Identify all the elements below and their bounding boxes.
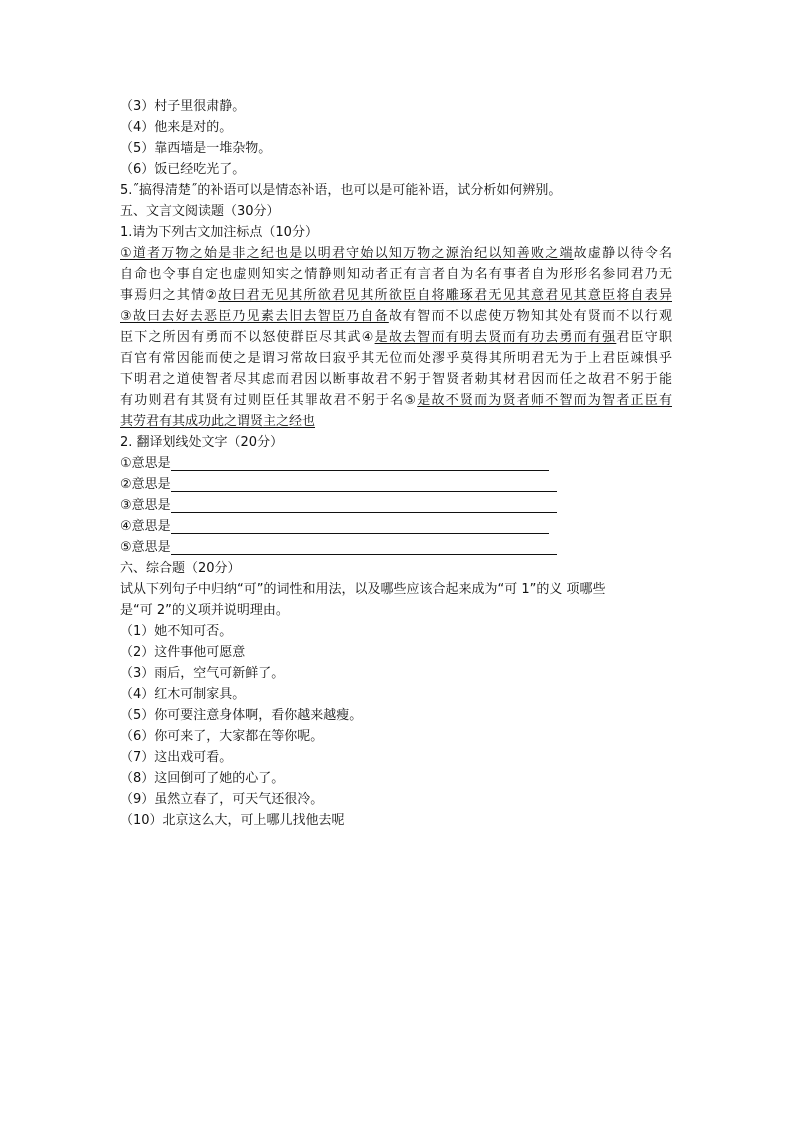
list-item: （4）他来是对的。: [120, 120, 233, 135]
passage-line: [120, 390, 672, 411]
passage-line: [120, 285, 672, 306]
translation-label: ⑤意思是: [120, 540, 171, 555]
underlined-text: 是故去智而有明去贤而有功去勇而有强: [374, 330, 617, 345]
list-item: （4）红木可制家具。: [120, 687, 246, 702]
passage-line: 百官有常因能而使之是谓习常故曰寂乎其无位而处漻乎莫得其所明君无为于上君臣竦惧乎: [120, 351, 672, 366]
list-item: （5）你可要注意身体啊，看你越来越瘦。: [120, 708, 363, 723]
passage-line: 下明君之道使智者尽其虑而君因以断事故君不躬于智贤者勅其材君因而任之故君不躬于能: [120, 372, 672, 387]
list-item: （5）靠西墙是一堆杂物。: [120, 141, 272, 156]
answer-blank[interactable]: [171, 496, 557, 513]
passage-line: [120, 243, 672, 264]
passage-line: [120, 411, 672, 432]
translation-row: [120, 537, 680, 558]
underlined-text: ③故曰去好去恶臣乃见素去旧去智臣乃自备: [120, 309, 389, 324]
list-item: （1）她不知可否。: [120, 624, 233, 639]
answer-blank[interactable]: [171, 517, 549, 534]
question-2: 2. 翻译划线处文字（20分）: [120, 435, 284, 450]
list-item: （7）这出戏可看。: [120, 750, 233, 765]
list-item: （6）你可来了，大家都在等你呢。: [120, 729, 324, 744]
answer-blank[interactable]: [171, 454, 549, 471]
passage-line: [120, 306, 672, 327]
list-item: （2）这件事他可愿意: [120, 645, 246, 660]
document-page: [120, 96, 680, 831]
passage-line: 自命也令事自定也虚则知实之情静则知动者正有言者自为名有事者自为形形名参同君乃无: [120, 267, 672, 282]
underlined-text: 故曰君无见其所欲君见其所欲臣自将雕琢君无见其意君见其意臣将自表异: [218, 288, 672, 303]
list-item: （6）饭已经吃光了。: [120, 162, 246, 177]
section-5-title: 五、文言文阅读题（30分）: [120, 204, 280, 219]
underlined-text: ①道者万物之始是非之纪也是以明君守始以知万物之源治纪以知善败之端: [120, 246, 574, 261]
section-6-intro: 是“可 2”的义项并说明理由。: [120, 603, 289, 618]
answer-blank[interactable]: [171, 475, 557, 492]
question-5: 5.˝搞得清楚˝的补语可以是情态补语，也可以是可能补语，试分析如何辨别。: [120, 183, 562, 198]
translation-row: [120, 495, 680, 516]
translation-label: ①意思是: [120, 456, 171, 471]
plain-text: 事焉归之其情②: [120, 288, 219, 303]
section-6-intro: 试从下列句子中归纳“可”的词性和用法，以及哪些应该合起来成为“可 1”的义 项哪些: [120, 582, 606, 597]
underlined-text: 其劳君有其成功此之谓贤主之经也: [120, 414, 316, 429]
translation-label: ②意思是: [120, 477, 171, 492]
list-item: （3）雨后，空气可新鲜了。: [120, 666, 285, 681]
section-6-title: 六、综合题（20分）: [120, 561, 241, 576]
list-item: （8）这回倒可了她的心了。: [120, 771, 285, 786]
underlined-text: 是故不贤而为贤者师不智而为智者正臣有: [417, 393, 672, 408]
plain-text: 臣下之所因有勇而不以怒使群臣尽其武④: [120, 330, 375, 345]
translation-row: [120, 516, 680, 537]
plain-text: 有功则君有其贤有过则臣任其罪故君不躬于名⑤: [120, 393, 418, 408]
list-item: （10）北京这么大，可上哪儿找他去呢: [120, 813, 345, 828]
translation-label: ④意思是: [120, 519, 171, 534]
list-item: （3）村子里很肃静。: [120, 99, 246, 114]
classical-passage: [120, 243, 672, 432]
plain-text: 故虚静以待令名: [573, 246, 672, 261]
translation-row: [120, 474, 680, 495]
plain-text: 君臣守职: [616, 330, 672, 345]
passage-line: [120, 327, 672, 348]
translation-label: ③意思是: [120, 498, 171, 513]
plain-text: 故有智而不以虑使万物知其处有贤而不以行观: [388, 309, 672, 324]
list-item: （9）虽然立春了，可天气还很冷。: [120, 792, 324, 807]
question-1: 1.请为下列古文加注标点（10分）: [120, 225, 318, 240]
translation-row: [120, 453, 680, 474]
answer-blank[interactable]: [171, 538, 557, 555]
